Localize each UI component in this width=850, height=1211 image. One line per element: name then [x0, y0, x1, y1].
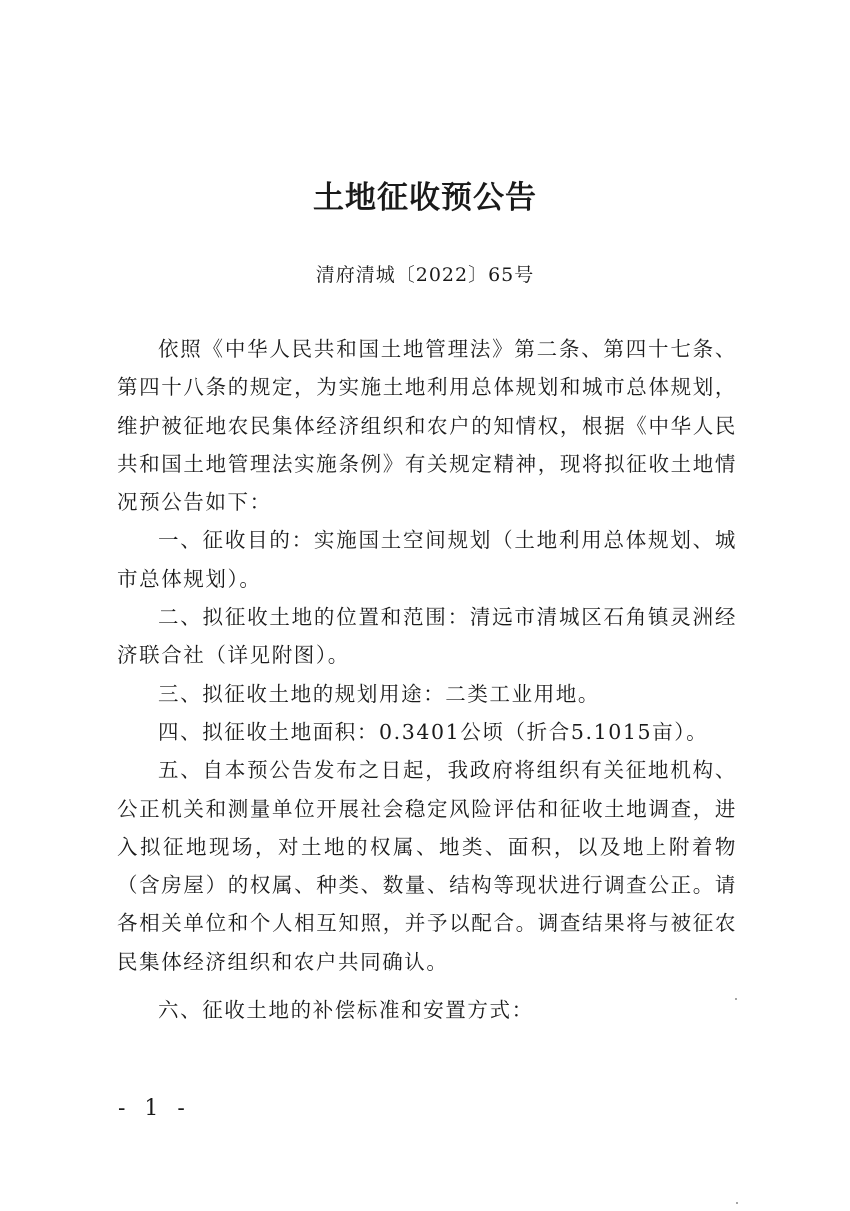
scan-speck	[736, 1202, 738, 1204]
paragraph-intro: 依照《中华人民共和国土地管理法》第二条、第四十七条、第四十八条的规定，为实施土地利用总体规划和城市总体规划，维护被征地农民集体经济组织和农户的知情权，根据《中华人民共和国土地管理法实施条例》有关规定精神，现将拟征收土地情况预公告如下：	[117, 337, 737, 515]
paragraph-survey: 五、自本预公告发布之日起，我政府将组织有关征地机构、公正机关和测量单位开展社会稳定风险评估和征收土地调查，进入拟征地现场，对土地的权属、地类、面积，以及地上附着物（含房屋）的权属、种类、数量、结构等现状进行调查公正。请各相关单位和个人相互知照，并予以配合。调查结果将与被征农民集体经济组织和农户共同确认。	[117, 758, 737, 974]
scan-speck	[735, 998, 737, 1000]
document-title: 土地征收预公告	[313, 180, 537, 216]
paragraph-purpose: 一、征收目的：实施国土空间规划（土地利用总体规划、城市总体规划）。	[117, 528, 737, 591]
document-number: 清府清城〔2022〕65号	[315, 264, 535, 286]
page-number: - 1 -	[118, 1096, 191, 1121]
paragraph-compensation: 六、征收土地的补偿标准和安置方式：	[158, 998, 534, 1023]
document-body	[117, 330, 737, 1029]
paragraph-area: 四、拟征收土地面积：0.3401公顷（折合5.1015亩）。	[158, 719, 709, 744]
paragraph-land-use: 三、拟征收土地的规划用途：二类工业用地。	[158, 681, 600, 706]
paragraph-location: 二、拟征收土地的位置和范围：清远市清城区石角镇灵洲经济联合社（详见附图）。	[117, 605, 737, 668]
